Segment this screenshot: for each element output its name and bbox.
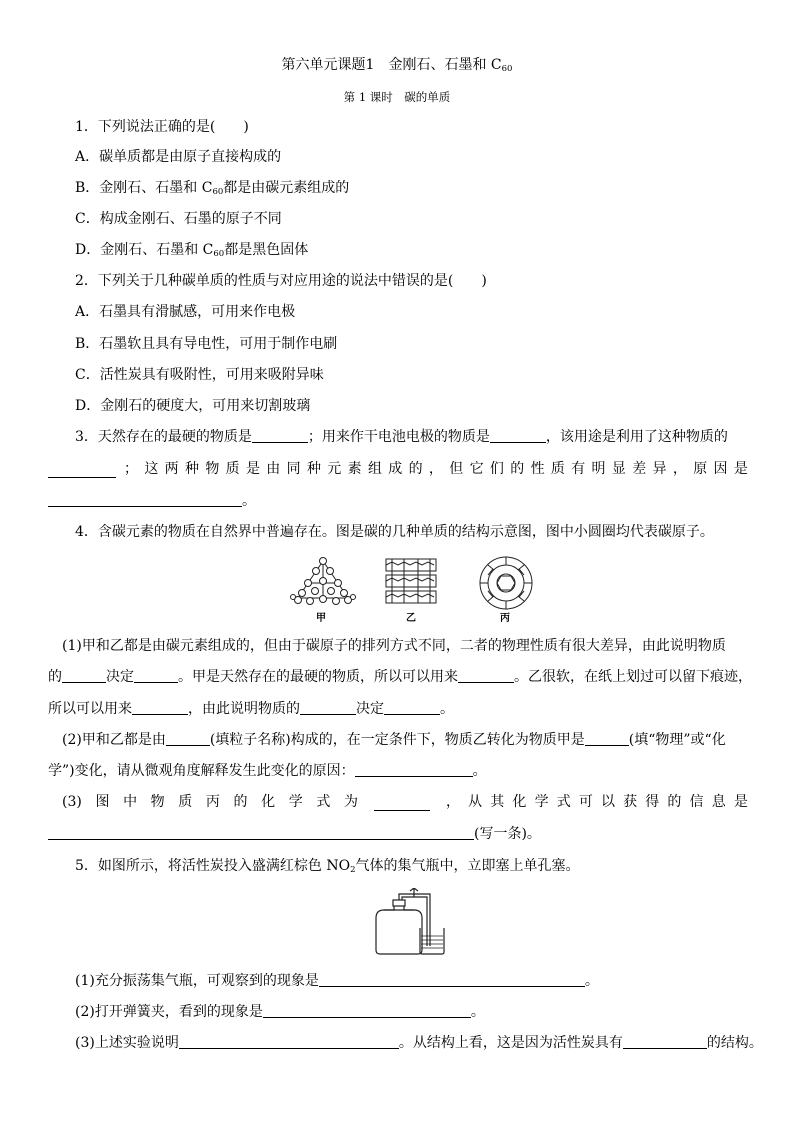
q5-p2: (2)打开弹簧夹，看到的现象是 。 [75, 1004, 485, 1020]
answer-blank[interactable] [263, 1004, 471, 1018]
q4-p1-line3: 所以可以用来 ，由此说明物质的 决定 。 [48, 701, 454, 717]
justified-char: 质 [178, 794, 193, 810]
justified-char: 的 [408, 461, 423, 477]
justified-char: 中 [123, 794, 138, 810]
justified-char: ， [446, 794, 460, 810]
justified-char: 图 [95, 794, 110, 810]
justified-char: 同 [286, 461, 301, 477]
justified-char: 丙 [205, 794, 220, 810]
answer-blank[interactable] [134, 669, 178, 683]
answer-blank[interactable] [48, 826, 474, 840]
answer-blank[interactable] [623, 1035, 707, 1049]
spring-clamp [410, 888, 418, 897]
q1-option-c: C．构成金刚石、石墨的原子不同 [75, 211, 282, 227]
justified-char: 成 [388, 461, 403, 477]
justified-char: 显 [611, 461, 626, 477]
page-subtitle: 第 1 课时 碳的单质 [343, 90, 451, 104]
justified-char: 为 [343, 794, 358, 810]
justified-char: 是 [733, 794, 748, 810]
justified-char: 种 [184, 461, 199, 477]
answer-blank[interactable] [179, 1035, 399, 1049]
justified-char: 式 [316, 794, 331, 810]
q1-stem: 1．下列说法正确的是( ) [75, 119, 249, 135]
q4-p2-line2: 学”)变化，请从微观角度解释发生此变化的原因： 。 [48, 763, 487, 779]
answer-blank[interactable] [166, 732, 210, 746]
q1-option-d: D．金刚石、石墨和 $C_{60}$都是黑色固体 [75, 242, 309, 259]
justified-char: 是 [245, 461, 260, 477]
justified-char: 素 [347, 461, 362, 477]
justified-char: 可 [578, 794, 593, 810]
justified-char: 物 [150, 794, 165, 810]
answer-blank[interactable] [300, 701, 356, 715]
justified-char: 得 [645, 794, 660, 810]
justified-char: ； [124, 461, 138, 477]
answer-blank[interactable] [374, 797, 430, 811]
justified-char: 信 [689, 794, 704, 810]
justified-char: 的 [510, 461, 525, 477]
justified-char: 它 [469, 461, 484, 477]
answer-blank[interactable] [355, 763, 473, 777]
justified-char: 因 [713, 461, 728, 477]
figure-label-jia: 甲 [316, 613, 326, 624]
justified-char: 化 [512, 794, 527, 810]
justified-char: 是 [733, 461, 748, 477]
justified-char: 质 [550, 461, 565, 477]
justified-char: 们 [489, 461, 504, 477]
q2-option-b: B．石墨软且具有导电性，可用于制作电刷 [75, 336, 338, 352]
justified-char: 两 [164, 461, 179, 477]
q2-option-a: A．石墨具有滑腻感，可用来作电极 [75, 304, 296, 320]
justified-char: 获 [623, 794, 638, 810]
q5-stem: 5．如图所示，将活性炭投入盛满红棕色 $NO_2$气体的集气瓶中，立即塞上单孔塞。 [75, 858, 580, 875]
justified-char: 的 [233, 794, 248, 810]
justified-char: 这 [144, 461, 159, 477]
graphite-structure [386, 559, 436, 603]
q1-option-a: A．碳单质都是由原子直接构成的 [75, 149, 282, 165]
c60-structure [480, 557, 532, 609]
q2-option-d: D．金刚石的硬度大，可用来切割玻璃 [75, 398, 311, 414]
justified-char: 从 [468, 794, 483, 810]
justified-char: ， [428, 461, 443, 477]
figure-label-bing: 丙 [500, 613, 510, 624]
justified-char: 质 [225, 461, 240, 477]
q4-p3-line1 [62, 793, 748, 811]
justified-char: 化 [261, 794, 276, 810]
q5-p3: (3)上述实验说明 。从结构上看，这是因为活性炭具有 的结构。 [75, 1035, 763, 1051]
justified-char: 元 [327, 461, 342, 477]
answer-blank[interactable] [585, 732, 629, 746]
answer-blank[interactable] [252, 429, 308, 443]
gas-bottle-apparatus-figure [372, 888, 452, 958]
justified-char: 种 [306, 461, 321, 477]
q1-option-b: B．金刚石、石墨和 $C_{60}$都是由碳元素组成的 [75, 180, 350, 197]
answer-blank[interactable] [384, 701, 440, 715]
q3-line1: 3．天然存在的最硬的物质是 ；用来作干电池电极的物质是 ，该用途是利用了这种物质的 [75, 429, 728, 445]
answer-blank[interactable] [458, 669, 514, 683]
q5-p1: (1)充分振荡集气瓶，可观察到的现象是 。 [75, 973, 599, 989]
answer-blank[interactable] [62, 669, 106, 683]
justified-char: 其 [490, 794, 505, 810]
q3-line2 [48, 460, 748, 478]
page-title: 第六单元课题1 金刚石、石墨和 $C_{60}$ [281, 57, 513, 74]
q3-line3: 。 [48, 492, 256, 510]
figure-label-yi: 乙 [406, 613, 416, 624]
justified-char: 式 [556, 794, 571, 810]
q2-stem: 2．下列关于几种碳单质的性质与对应用途的说法中错误的是( ) [75, 273, 487, 289]
justified-char: ， [672, 461, 687, 477]
carbon-allotropes-figure [288, 553, 548, 625]
answer-blank[interactable] [48, 464, 116, 478]
diamond-structure [291, 558, 356, 605]
justified-char: (3) [62, 794, 82, 810]
justified-char: 组 [367, 461, 382, 477]
beaker [420, 928, 444, 954]
justified-char: 原 [693, 461, 708, 477]
justified-char: 息 [711, 794, 726, 810]
answer-blank[interactable] [48, 493, 242, 507]
answer-blank[interactable] [490, 429, 546, 443]
justified-char: 有 [571, 461, 586, 477]
justified-char: 但 [449, 461, 464, 477]
answer-blank[interactable] [319, 973, 585, 987]
justified-char: 学 [288, 794, 303, 810]
justified-char: 由 [266, 461, 281, 477]
justified-char: 的 [667, 794, 682, 810]
justified-char: 性 [530, 461, 545, 477]
gas-bottle [376, 910, 422, 954]
q4-p3-line2: (写一条)。 [48, 825, 541, 843]
justified-char: 物 [205, 461, 220, 477]
justified-char: 以 [600, 794, 615, 810]
answer-blank[interactable] [132, 701, 188, 715]
q4-p1-line2: 的 决定 。甲是天然存在的最硬的物质，所以可以用来 。乙很软，在纸上划过可以留下痕迹， [48, 669, 752, 685]
q4-p2-line1: (2)甲和乙都是由 (填粒子名称)构成的，在一定条件下，物质乙转化为物质甲是 (填“物理”或“化 [62, 732, 726, 748]
justified-char: 明 [591, 461, 606, 477]
q3-line2-text [124, 460, 748, 478]
justified-char: 差 [632, 461, 647, 477]
q4-stem: 4．含碳元素的物质在自然界中普遍存在。图是碳的几种单质的结构示意图，图中小圆圈均代表碳原子。 [75, 524, 714, 540]
justified-char: 异 [652, 461, 667, 477]
q2-option-c: C．活性炭具有吸附性，可用来吸附异味 [75, 367, 324, 383]
q4-p1-line1: (1)甲和乙都是由碳元素组成的，但由于碳原子的排列方式不同，二者的物理性质有很大差异，由此说明物质 [62, 638, 726, 654]
justified-char: 学 [534, 794, 549, 810]
